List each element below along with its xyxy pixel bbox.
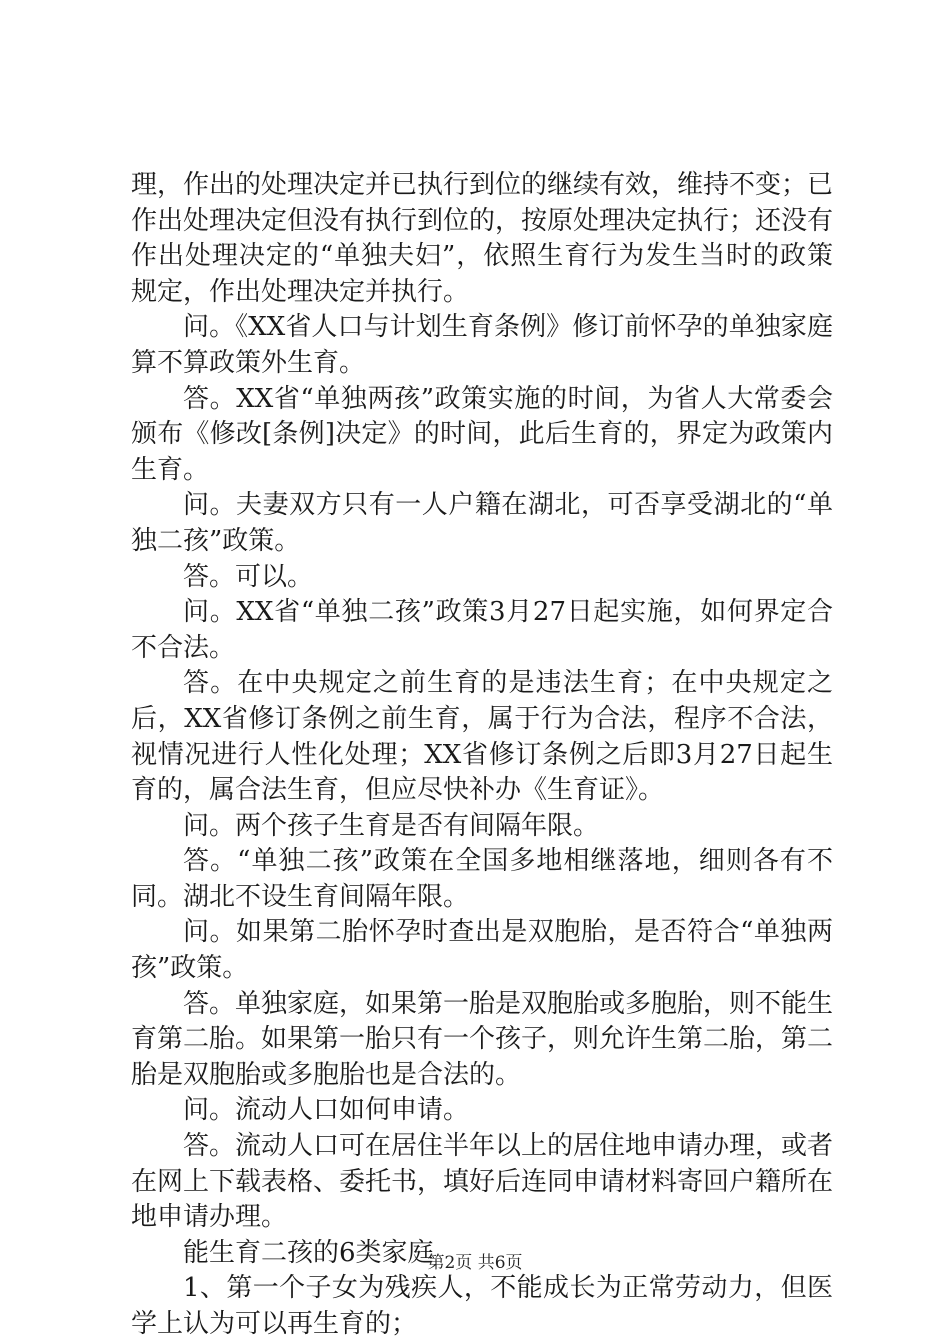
page-footer: 第2页 共6页 <box>427 1253 523 1273</box>
paragraph: 答。单独家庭，如果第一胎是双胞胎或多胞胎，则不能生育第二胎。如果第一胎只有一个孩子，则允许生第二胎，第二胎是双胞胎或多胞胎也是合法的。 <box>131 988 834 1090</box>
paragraph: 答。流动人口可在居住半年以上的居住地申请办理，或者在网上下载表格、委托书，填好后连同申请材料寄回户籍所在地申请办理。 <box>131 1131 834 1233</box>
paragraph: 问。XX省“单独二孩”政策3月27日起实施，如何界定合不合法。 <box>131 597 833 663</box>
paragraph: 问。流动人口如何申请。 <box>183 1095 470 1126</box>
paragraph: 答。“单独二孩”政策在全国多地相继落地，细则各有不同。湖北不设生育间隔年限。 <box>131 846 833 912</box>
section-heading: 能生育二孩的6类家庭 <box>183 1237 434 1268</box>
paragraph: 答。可以。 <box>183 561 314 592</box>
paragraph: 答。在中央规定之前生育的是违法生育；在中央规定之后，XX省修订条例之前生育，属于行为合法，程序不合法，视情况进行人性化处理；XX省修订条例之后即3月27日起生育的，属合法生育，但应尽快补办《生育证》。 <box>131 668 833 806</box>
paragraph: 1、第一个子女为残疾人，不能成长为正常劳动力，但医学上认为可以再生育的； <box>131 1273 833 1339</box>
paragraph: 问。《XX省人口与计划生育条例》修订前怀孕的单独家庭算不算政策外生育。 <box>131 312 833 378</box>
paragraph: 答。XX省“单独两孩”政策实施的时间，为省人大常委会颁布《修改[条例]决定》的时间，此后生育的，界定为政策内生育。 <box>131 383 833 485</box>
paragraph: 问。如果第二胎怀孕时查出是双胞胎，是否符合“单独两孩”政策。 <box>131 917 833 984</box>
document-body <box>131 168 833 1343</box>
paragraph: 问。夫妻双方只有一人户籍在湖北，可否享受湖北的“单独二孩”政策。 <box>131 490 833 556</box>
paragraph: 问。两个孩子生育是否有间隔年限。 <box>183 810 600 841</box>
paragraph: 理，作出的处理决定并已执行到位的继续有效，维持不变；已作出处理决定但没有执行到位的，按原处理决定执行；还没有作出处理决定的“单独夫妇”，依照生育行为发生当时的政策规定，作出处理决定并执行。 <box>131 170 834 307</box>
